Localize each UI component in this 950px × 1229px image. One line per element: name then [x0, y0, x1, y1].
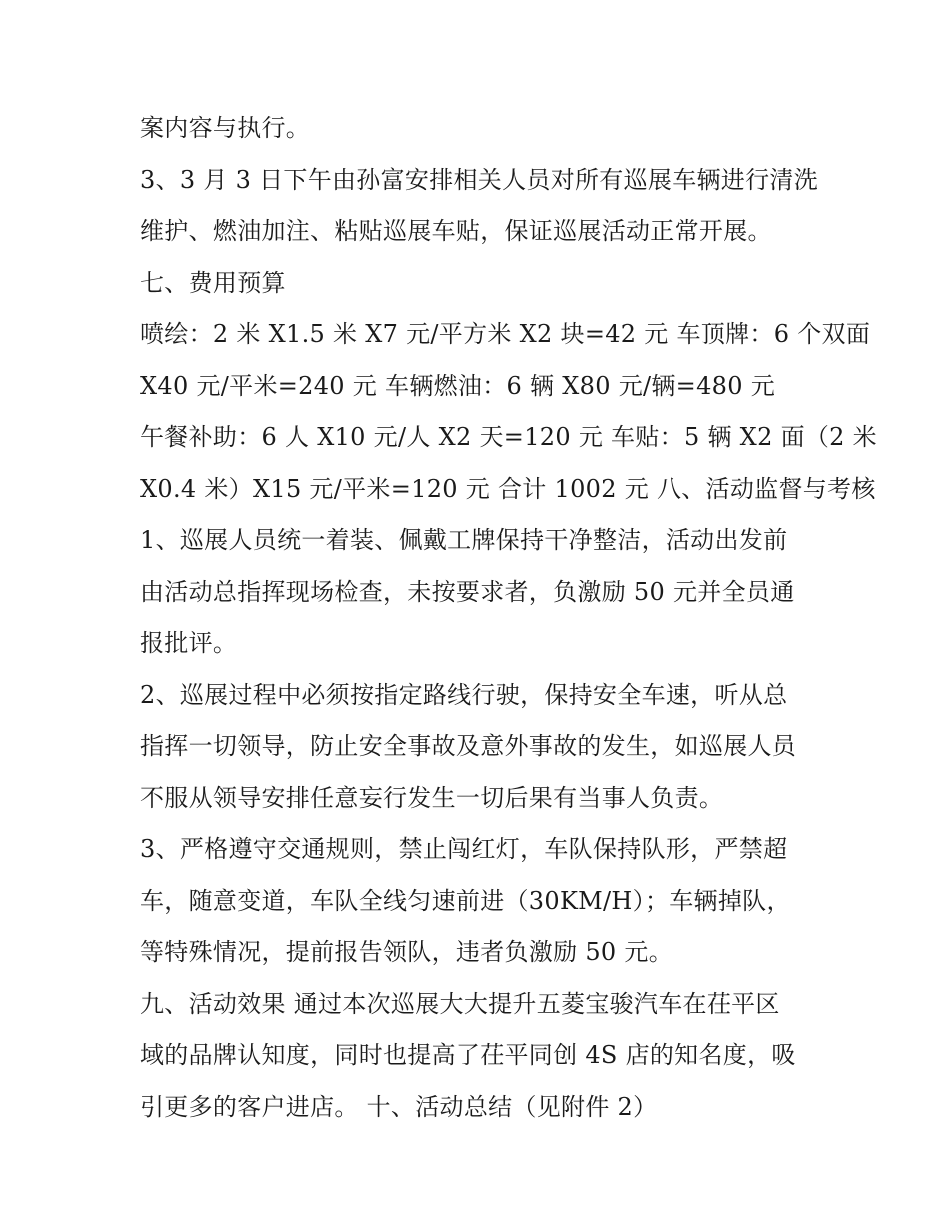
text-line: 报批评。 [140, 629, 238, 657]
section-heading-budget: 七、费用预算 [140, 268, 286, 297]
text-line: 指挥一切领导，防止安全事故及意外事故的发生，如巡展人员 [140, 732, 797, 760]
text-line: 午餐补助：6 人 X10 元/人 X2 天=120 元 车贴：5 辆 X2 面（2 米 [140, 423, 877, 451]
text-line: 案内容与执行。 [140, 114, 311, 142]
text-line: 喷绘：2 米 X1.5 米 X7 元/平方米 X2 块=42 元 车顶牌：6 个双面 [140, 320, 871, 348]
text-line: 1、巡展人员统一着装、佩戴工牌保持干净整洁，活动出发前 [140, 526, 788, 554]
text-line: 由活动总指挥现场检查，未按要求者，负激励 50 元并全员通 [140, 577, 795, 606]
text-line: 车，随意变道，车队全线匀速前进（30KM/H）；车辆掉队， [140, 886, 791, 915]
text-line: 2、巡展过程中必须按指定路线行驶，保持安全车速，听从总 [140, 680, 788, 709]
text-line: 引更多的客户进店。 十、活动总结（见附件 2） [140, 1092, 658, 1121]
text-line: X0.4 米）X15 元/平米=120 元 合计 1002 元 八、活动监督与考核 [140, 474, 876, 503]
text-line: 3、严格遵守交通规则，禁止闯红灯，车队保持队形，严禁超 [140, 835, 788, 863]
text-line: 不服从领导安排任意妄行发生一切后果有当事人负责。 [140, 783, 724, 812]
text-line: 维护、燃油加注、粘贴巡展车贴，保证巡展活动正常开展。 [140, 217, 772, 245]
document-body [140, 103, 877, 1133]
text-line: 九、活动效果 通过本次巡展大大提升五菱宝骏汽车在茌平区 [140, 989, 780, 1018]
text-line: 3、3 月 3 日下午由孙富安排相关人员对所有巡展车辆进行清洗 [140, 165, 818, 194]
text-line: 域的品牌认知度，同时也提高了茌平同创 4S 店的知名度，吸 [140, 1041, 796, 1069]
text-line: 等特殊情况，提前报告领队，违者负激励 50 元。 [140, 938, 673, 966]
text-line: X40 元/平米=240 元 车辆燃油：6 辆 X80 元/辆=480 元 [140, 371, 776, 400]
